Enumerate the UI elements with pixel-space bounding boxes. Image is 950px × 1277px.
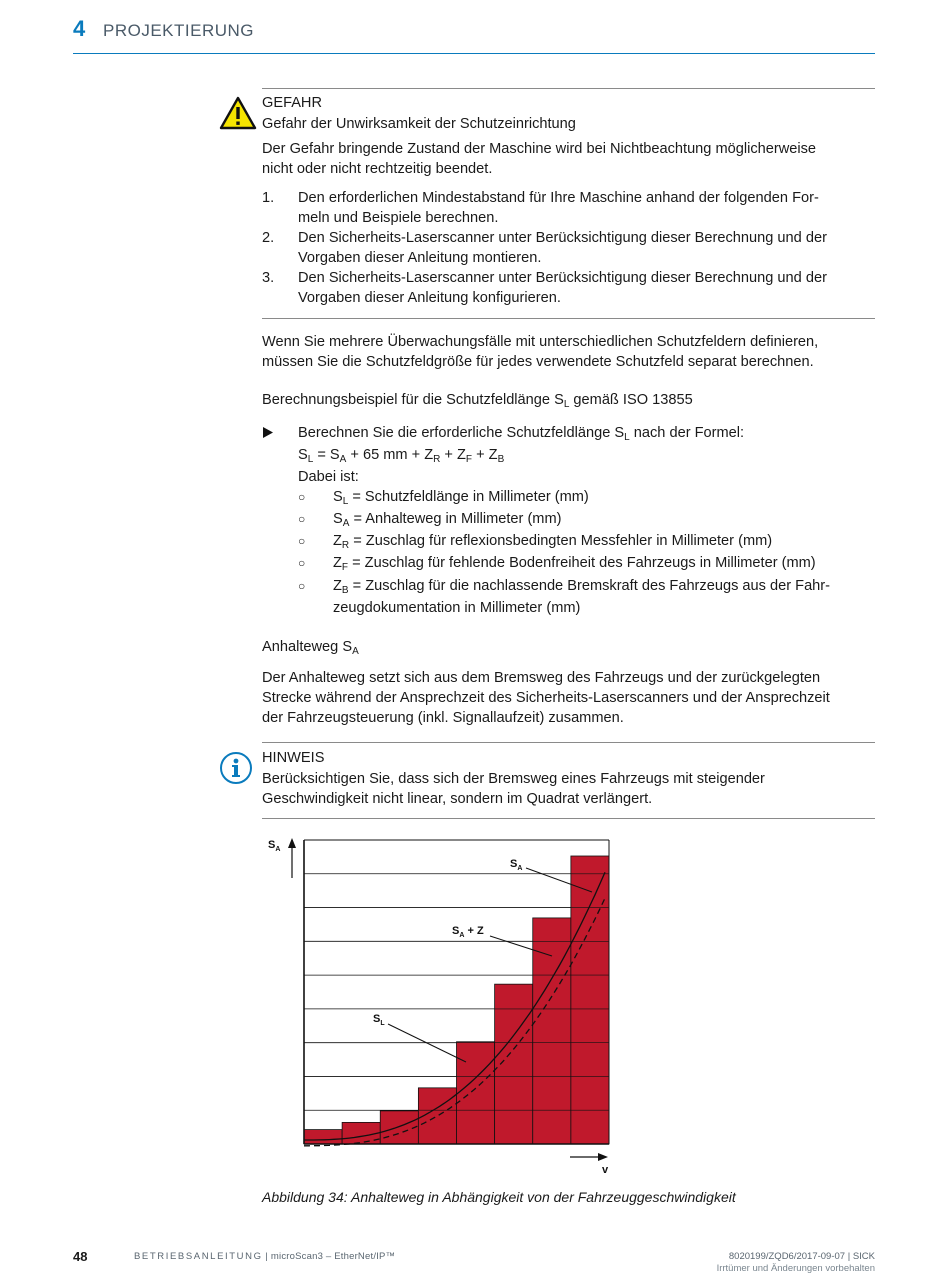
note-text: Geschwindigkeit nicht linear, sondern im Quadrat verlängert. [262, 791, 653, 807]
danger-title: GEFAHR [262, 95, 323, 111]
step-text-2: Vorgaben dieser Anleitung konfigurieren. [298, 290, 561, 306]
stopping-text: Der Anhalteweg setzt sich aus dem Bremsweg des Fahrzeugs und der zurückgelegten [262, 670, 821, 686]
step-number: 1. [262, 190, 275, 206]
instruction-arrow-icon [263, 427, 273, 438]
step-text-1: Den Sicherheits-Laserscanner unter Berücksichtigung dieser Berechnung und der [298, 270, 827, 286]
step-text-1: Den Sicherheits-Laserscanner unter Berücksichtigung dieser Berechnung und der [298, 230, 827, 246]
info-icon [219, 751, 253, 785]
danger-step [262, 228, 875, 268]
footer-doc [134, 1251, 395, 1262]
step-number: 3. [262, 270, 275, 286]
stopping-distance-figure [260, 832, 630, 1177]
danger-text-1: Der Gefahr bringende Zustand der Maschine wird bei Nichtbeachtung möglicherweise [262, 141, 817, 157]
definition-item: ○ $Z_B$ = Zuschlag für die nachlassende Bremskraft des Fahrzeugs aus der Fahr- zeugdokumentation in Millimeter (mm) [298, 578, 831, 616]
danger-top-rule [262, 88, 875, 89]
y-axis-label: $S_A$ [268, 839, 281, 853]
step-number: 2. [262, 230, 275, 246]
paragraph-line: Wenn Sie mehrere Überwachungsfälle mit unterschiedlichen Schutzfeldern definieren, [262, 334, 819, 350]
page-number: 48 [73, 1249, 88, 1264]
x-axis-label: v [602, 1164, 609, 1176]
note-top-rule [262, 742, 875, 743]
danger-step [262, 268, 875, 308]
footer-product: | microScan3 – EtherNet/IP™ [262, 1251, 396, 1262]
danger-text-2: nicht oder nicht rechtzeitig beendet. [262, 161, 493, 177]
formula: $S_L = S_A + 65$ mm + $Z_R + Z_F + Z_B$ [298, 447, 505, 465]
bullet-circle-icon: ○ [298, 490, 306, 504]
step-text-2: Vorgaben dieser Anleitung montieren. [298, 250, 542, 266]
sl-label: $S_L$ [373, 1013, 385, 1027]
stopping-text: Strecke während der Ansprechzeit des Sicherheits-Laserscanners und der Ansprechzeit [262, 690, 830, 706]
danger-bottom-rule [262, 318, 875, 319]
chapter-number: 4 [73, 16, 86, 41]
header-rule [73, 53, 875, 54]
danger-subtitle: Gefahr der Unwirksamkeit der Schutzeinrichtung [262, 116, 576, 132]
paragraph-line: müssen Sie die Schutzfeldgröße für jedes verwendete Schutzfeld separat berechnen. [262, 354, 814, 370]
figure-bars [304, 856, 609, 1144]
footer-doc-type: BETRIEBSANLEITUNG [134, 1251, 263, 1262]
footer-disclaimer: Irrtümer und Änderungen vorbehalten [716, 1263, 875, 1274]
step-text-2: meln und Beispiele berechnen. [298, 210, 499, 226]
figure-bar [457, 1042, 495, 1144]
figure-bar [304, 1130, 342, 1144]
note-bottom-rule [262, 818, 875, 819]
y-arrow-head-icon [288, 838, 296, 848]
bullet-circle-icon: ○ [298, 534, 306, 548]
stopping-text: der Fahrzeugsteuerung (inkl. Signallaufzeit) zusammen. [262, 710, 624, 726]
figure-bar [571, 856, 609, 1144]
figure-caption: Abbildung 34: Anhalteweg in Abhängigkeit von der Fahrzeuggeschwindigkeit [262, 1189, 736, 1205]
figure-bar [380, 1111, 418, 1144]
note-text: Berücksichtigen Sie, dass sich der Bremsweg eines Fahrzeugs mit steigender [262, 771, 765, 787]
instruction-text: Berechnen Sie die erforderliche Schutzfeldlänge $S_L$ nach der Formel: [298, 425, 745, 443]
danger-step [262, 188, 875, 228]
where-label: Dabei ist: [298, 469, 359, 485]
bullet-circle-icon: ○ [298, 512, 306, 526]
stopping-heading: Anhalteweg $S_A$ [262, 639, 359, 657]
example-heading: Berechnungsbeispiel für die Schutzfeldlänge $S_L$ gemäß ISO 13855 [262, 392, 693, 410]
warning-icon [219, 96, 257, 130]
sa-label: $S_A$ [510, 858, 523, 872]
note-title: HINWEIS [262, 750, 325, 766]
footer-doc-id: 8020199/ZQD6/2017-09-07 | SICK [728, 1251, 875, 1262]
step-text-1: Den erforderlichen Mindestabstand für Ihre Maschine anhand der folgenden For- [298, 190, 819, 206]
bullet-circle-icon: ○ [298, 556, 306, 570]
bullet-circle-icon: ○ [298, 579, 306, 593]
x-arrow-head-icon [598, 1153, 608, 1161]
chapter-title: PROJEKTIERUNG [103, 21, 255, 40]
saz-label: $S_A + Z$ [452, 925, 484, 939]
